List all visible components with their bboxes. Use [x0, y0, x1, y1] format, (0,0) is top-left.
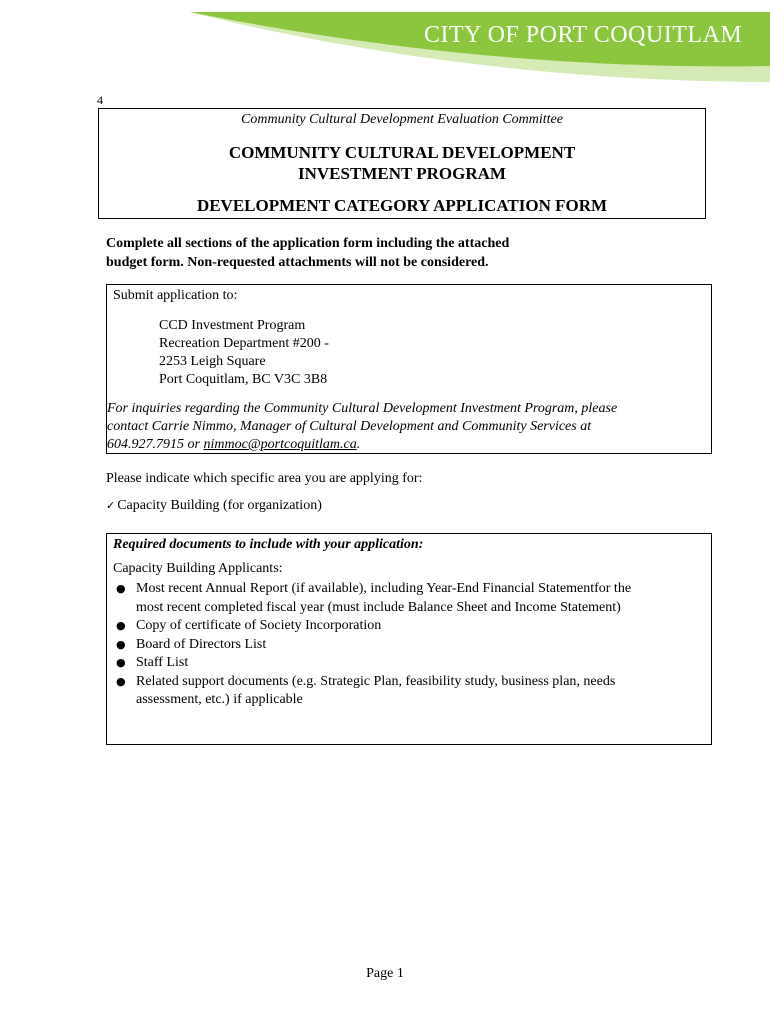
program-title [99, 142, 705, 184]
list-item-line: Staff List [136, 655, 189, 670]
list-item-line: Copy of certificate of Society Incorporation [136, 618, 382, 633]
inquiries-note [107, 400, 707, 454]
bullet-icon: ● [116, 656, 126, 669]
list-item [107, 617, 707, 636]
bullet-icon: ● [116, 582, 126, 595]
inquiries-line2: contact Carrie Nimmo, Manager of Cultural Development and Community Services at [107, 419, 592, 434]
capacity-building-label: Capacity Building (for organization) [117, 498, 322, 513]
instructions-line2: budget form. Non-requested attachments will not be considered. [106, 255, 489, 270]
list-item [107, 654, 707, 673]
address-line: 2253 Leigh Square [159, 354, 266, 369]
required-documents-heading: Required documents to include with your application: [113, 537, 424, 552]
page-number-top: 4 [97, 93, 103, 107]
bullet-icon: ● [116, 674, 126, 688]
capacity-building-option[interactable] [106, 498, 322, 514]
bullet-icon: ● [116, 637, 126, 651]
address-line: Port Coquitlam, BC V3C 3B8 [159, 372, 328, 387]
program-title-line1: COMMUNITY CULTURAL DEVELOPMENT [228, 143, 576, 162]
address-line: Recreation Department #200 - [159, 336, 329, 351]
city-logo-text: CITY OF PORT COQUITLAM [424, 22, 743, 48]
program-title-line2: INVESTMENT PROGRAM [298, 164, 506, 183]
header-box [98, 108, 706, 219]
list-item-line: assessment, etc.) if applicable [136, 692, 303, 707]
instructions-line1: Complete all sections of the application form including the attached [106, 236, 510, 251]
bullet-icon: ● [116, 619, 126, 632]
area-prompt: Please indicate which specific area you are applying for: [106, 471, 423, 486]
committee-name: Community Cultural Development Evaluation Committee [241, 112, 563, 127]
list-item [107, 580, 707, 617]
form-title: DEVELOPMENT CATEGORY APPLICATION FORM [196, 196, 608, 215]
mailing-address [159, 317, 329, 389]
page-footer: Page 1 [366, 966, 404, 981]
inquiries-line3 [107, 436, 707, 454]
list-item [107, 673, 707, 710]
instructions [106, 234, 566, 272]
checkmark-icon: ✓ [106, 499, 116, 512]
required-documents-subheading: Capacity Building Applicants: [113, 561, 283, 576]
submit-box [106, 284, 712, 454]
inquiries-line1: For inquiries regarding the Community Cultural Development Investment Program, please [107, 401, 618, 416]
submit-label: Submit application to: [113, 288, 238, 303]
required-documents-box [106, 533, 712, 745]
list-item-line: Most recent Annual Report (if available), including Year-End Financial Statementfor the [136, 581, 632, 596]
list-item-line: most recent completed fiscal year (must include Balance Sheet and Income Statement) [136, 599, 621, 615]
inquiries-phone: 604.927.7915 or [107, 437, 204, 452]
address-line: CCD Investment Program [159, 318, 306, 333]
required-documents-list [107, 580, 707, 710]
inquiries-end: . [356, 437, 361, 452]
contact-email-link[interactable]: nimmoc@portcoquitlam.ca [203, 437, 357, 452]
city-banner [0, 0, 770, 90]
list-item [107, 636, 707, 655]
list-item-line: Related support documents (e.g. Strategic Plan, feasibility study, business plan, needs [136, 673, 616, 689]
list-item-line: Board of Directors List [136, 636, 267, 652]
